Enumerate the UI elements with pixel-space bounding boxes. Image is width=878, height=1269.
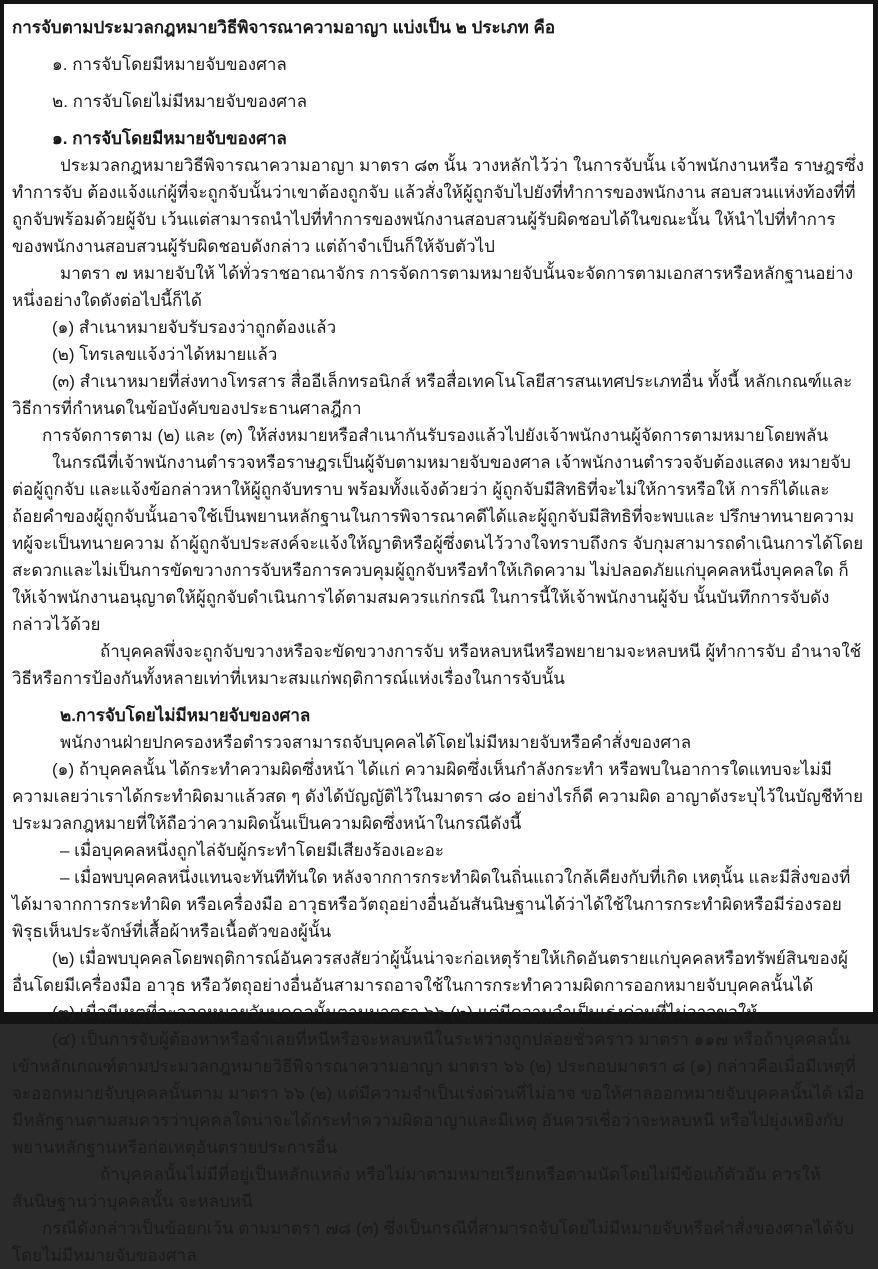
body-paragraph: ในกรณีที่เจ้าพนักงานตำรวจหรือราษฎรเป็นผู้จับตามหมายจับของศาล เจ้าพนักงานตำรวจจับต้องแสดง หมายจับต่อผู้ถูกจับ และแจ้งข้อกล่าวหาให้ผู้ถูกจับทราบ พร้อมทั้งแจ้งด้วยว่า ผู้ถูกจับมีสิทธิที่จะไม่ให้การหรือให้ การก็ได้และถ้อยคำของผู้ถูกจับนั้นอาจใช้เป็นพยานหลักฐานในการพิจารณาคดีได้และผู้ถูกจับมีสิทธิที่จะพบและ ปรึกษาทนายความ ทผู้จะเป็นทนายความ ถ้าผู้ถูกจับประสงค์จะแจ้งให้ญาติหรือผู้ซึ่งตนไว้วางใจทราบถึงกร จับกุมสามารถดำเนินการได้โดยสะดวกและไม่เป็นการขัดขวางการจับหรือการควบคุมผู้ถูกจับหรือทำให้เกิดความ ไม่ปลอดภัยแก่บุคคลหนึ่งบุคคลใด ก็ให้เจ้าพนักงานอนุญาตให้ผู้ถูกจับดำเนินการได้ตามสมควรแก่กรณี ในการนี้ให้เจ้าพนักงานผู้จับ นั้นบันทึกการจับดังกล่าวไว้ด้วย	[12, 453, 864, 634]
body-paragraph: ประมวลกฎหมายวิธีพิจารณาความอาญา มาตรา ๘๓ นั้น วางหลักไว้ว่า ในการจับนั้น เจ้าพนักงานหรือ ราษฎรซึ่งทำการจับ ต้องแจ้งแก่ผู้ที่จะถูกจับนั้นว่าเขาต้องถูกจับ แล้วสั่งให้ผู้ถูกจับไปยังที่ทำการของพนักงาน สอบสวนแห่งท้องที่ที่ถูกจับพร้อมด้วยผู้จับ เว้นแต่สามารถนำไปที่ทำการของพนักงานสอบสวนผู้รับผิดชอบได้ในขณะนั้น ให้นำไปที่ทำการของพนักงานสอบสวนผู้รับผิดชอบดังกล่าว แต่ถ้าจำเป็นก็ให้จับตัวไป	[12, 156, 864, 256]
numbered-item-2: (๒) เมื่อพบบุคคลโดยพฤติการณ์อันควรสงสัยว่าผู้นั้นน่าจะก่อเหตุร้ายให้เกิดอันตรายแก่บุคคลหรือทรัพย์สินของผู้อื่นโดยมีเครื่องมือ อาวุธ หรือวัตถุอย่างอื่นอันสามารถอาจใช้ในการกระทำความผิดการออกหมายจับบุคคลนั้นได้	[12, 949, 848, 995]
section-2-heading: ๒.การจับโดยไม่มีหมายจับของศาล	[60, 706, 311, 725]
numbered-item-3: (๓) สำเนาหมายที่ส่งทางโทรสาร สื่ออีเล็กทรอนิกส์ หรือสื่อเทคโนโลยีสารสนเทศประเภทอื่น ทั้งนี้ หลักเกณฑ์และวิธีการที่กำหนดในข้อบังคับของประธานศาลฎีกา	[12, 372, 853, 418]
body-paragraph: ถ้าบุคคลนั้นไม่มีที่อยู่เป็นหลักแหล่ง หรือไม่มาตามหมายเรียกหรือตามนัดโดยไม่มีข้อแก้ตัวอัน ควรให้สันนิษฐานว่าบุคคลนั้น จะหลบหนี	[12, 1165, 821, 1211]
numbered-item-1: (๑) สำเนาหมายจับรับรองว่าถูกต้องแล้ว	[52, 318, 337, 337]
closing-note: กรณีดังกล่าวเป็นข้อยกเว้น ตามมาตรา ๗๘ (๓) ซึ่งเป็นกรณีที่สามารถจับโดยไม่มีหมายจับหรือคำสั่งของศาลได้จับโดยไม่มีหมายจับของศาล	[12, 1219, 855, 1265]
numbered-item-3: (๓) เมื่อมีเหตุที่จะออกหมายจับบุคคลนั้นตามมาตรา ๖๖ (๒) แต่มีความจำเป็นเร่งด่วนที่ไม่อาจขอให้	[52, 1003, 758, 1022]
type-list-item-2: ๒. การจับโดยไม่มีหมายจับของศาล	[52, 92, 308, 111]
section-1-heading: ๑. การจับโดยมีหมายจับของศาล	[52, 129, 287, 148]
body-paragraph: พนักงานฝ่ายปกครองหรือตำรวจสามารถจับบุคคลได้โดยไม่มีหมายจับหรือคำสั่งของศาล	[60, 733, 692, 752]
body-paragraph: มาตรา ๗ หมายจับให้ ได้ทั่วราชอาณาจักร การจัดการตามหมายจับนั้นจะจัดการตามเอกสารหรือหลักฐานอย่างหนึ่งอย่างใดดังต่อไปนี้ก็ได้	[12, 264, 854, 310]
numbered-item-2: (๒) โทรเลขแจ้งว่าได้หมายแล้ว	[52, 345, 278, 364]
body-paragraph: การจัดการตาม (๒) และ (๓) ให้ส่งหมายหรือสำเนากันรับรองแล้วไปยังเจ้าพนักงานผู้จัดการตามหมายโดยพลัน	[42, 426, 829, 445]
dash-item: – เมื่อพบบุคคลหนึ่งแทนจะทันทีทันใด หลังจากการกระทำผิดในถิ่นแถวใกล้เคียงกับที่เกิด เหตุนั้น และมีสิ่งของที่ได้มาจากการกระทำผิด หรือเครื่องมือ อาวุธหรือวัตถุอย่างอื่นอันสันนิษฐานได้ว่าได้ใช้ในการกระทำผิดหรือมีร่องรอยพิรุธเห็นประจักษ์ที่เสื้อผ้าหรือเนื้อตัวของผู้นั้น	[12, 868, 851, 941]
dash-item: – เมื่อบุคคลหนึ่งถูกไล่จับผู้กระทำโดยมีเสียงร้องเอะอะ	[60, 841, 444, 860]
document-title: การจับตามประมวลกฎหมายวิธีพิจารณาความอาญา แบ่งเป็น ๒ ประเภท คือ	[12, 18, 556, 37]
body-paragraph: ถ้าบุคคลพึ่งจะถูกจับขวางหรือจะขัดขวางการจับ หรือหลบหนีหรือพยายามจะหลบหนี ผู้ทำการจับ อำนาจใช้วิธีหรือการป้องกันทั้งหลายเท่าที่เหมาะสมแก่พฤติการณ์แห่งเรื่องในการจับนั้น	[12, 642, 862, 688]
numbered-item-4: (๔) เป็นการจับผู้ต้องหาหรือจำเลยที่หนีหรือจะหลบหนีในระหว่างถูกปล่อยชั่วคราว มาตรา ๑๑๗ หรือถ้าบุคคลนั้น เข้าหลักเกณฑ์ตามประมวลกฎหมายวิธีพิจารณาความอาญา มาตรา ๖๖ (๒) ประกอบมาตรา ๘ (๑) กล่าวคือเมื่อมีเหตุที่จะออกหมายจับบุคคลนั้นตาม มาตรา ๖๖ (๒) แต่มีความจำเป็นเร่งด่วนที่ไม่อาจ ขอให้ศาลออกหมายจับบุคคลนั้นได้ เมื่อมีหลักฐานตามสมควรว่าบุคคลใดน่าจะได้กระทำความผิดอาญาและมีเหตุ อันควรเชื่อว่าจะหลบหนี หรือไปยุ่งเหยิงกับพยานหลักฐานหรือก่อเหตุอันตรายประการอื่น	[12, 1030, 865, 1157]
type-list-item-1: ๑. การจับโดยมีหมายจับของศาล	[52, 55, 287, 74]
numbered-item-1: (๑) ถ้าบุคคลนั้น ได้กระทำความผิดซึ่งหน้า ได้แก่ ความผิดซึ่งเห็นกำลังกระทำ หรือพบในอาการใดแทบจะไม่มีความเลยว่าเราได้กระทำผิดมาแล้วสด ๆ ดังได้บัญญัติไว้ในมาตรา ๘๐ อย่างไรก็ดี ความผิด อาญาดังระบุไว้ในบัญชีท้ายประมวลกฎหมายที่ให้ถือว่าความผิดนั้นเป็นความผิดซึ่งหน้าในกรณีดังนี้	[12, 760, 864, 833]
